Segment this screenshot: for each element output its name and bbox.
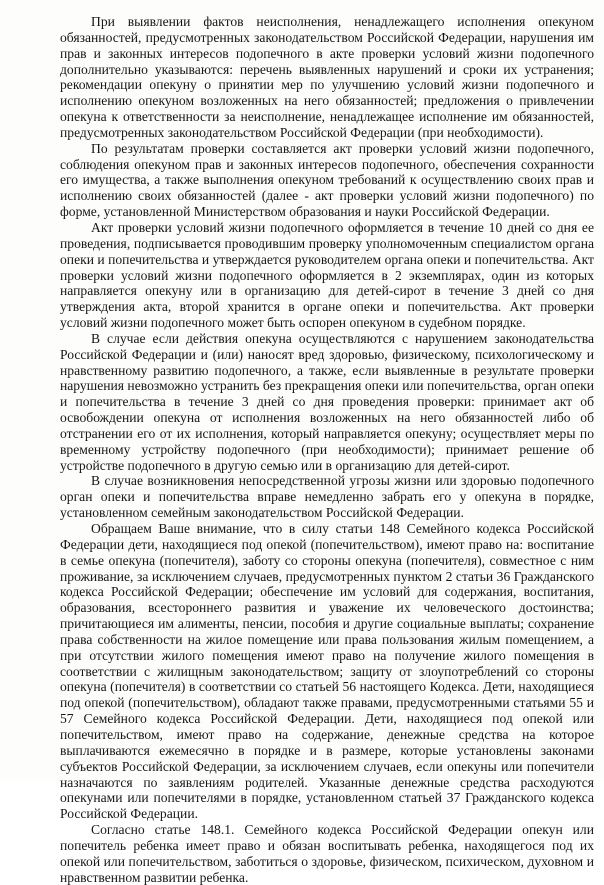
paragraph-guardian-violations: В случае если действия опекуна осуществляются с нарушением законодательства Российской Федерации и (или) наносят вред здоровью, физическому, психологическому и нравственному развитию подопечного, а также, если выявленные в результате проверки нарушения невозможно устранить без прекращения опеки или попечительства, орган опеки и попечительства в течение 3 дней со дня проведения проверки: принимает акт об освобождении опекуна от исполнения возложенных на него обязанностей либо об отстранении его от их исполнения, который направляется опекуну; осуществляет меры по временному устройству подопечного (при необходимости); принимает решение об устройстве подопечного в другую семью или в организацию для детей-сирот.: [60, 330, 594, 473]
paragraph-article-148-1: Согласно статье 148.1. Семейного кодекса Российской Федерации опекун или попечитель ребенка имеет право и обязан воспитывать ребенка, находящегося под их опекой или попечительством, заботиться о здоровье, физическом, психическом, духовном и нравственном развитии ребенка.: [60, 822, 594, 885]
paragraph-rights-of-children: Обращаем Ваше внимание, что в силу статьи 148 Семейного кодекса Российской Федерации дети, находящиеся под опекой (попечительством), имеют право на: воспитание в семье опекуна (попечителя), заботу со стороны опекуна (попечителя), совместное с ним проживание, за исключением случаев, предусмотренных пунктом 2 статьи 36 Гражданского кодекса Российской Федерации; обеспечение им условий для содержания, воспитания, образования, всестороннего развития и уважение их человеческого достоинства; причитающиеся им алименты, пенсии, пособия и другие социальные выплаты; сохранение права собственности на жилое помещение или права пользования жилым помещением, а при отсутствии жилого помещения имеют право на получение жилого помещения в соответствии с жилищным законодательством; защиту от злоупотреблений со стороны опекуна (попечителя) в соответствии со статьей 56 настоящего Кодекса. Дети, находящиеся под опекой (попечительством), обладают также правами, предусмотренными статьями 55 и 57 Семейного кодекса Российской Федерации. Дети, находящиеся под опекой или попечительством, имеют право на содержание, денежные средства на которое выплачиваются ежемесячно в порядке и в размере, которые установлены законами субъектов Российской Федерации, за исключением случаев, если опекуны или попечители назначаются по заявлениям родителей. Указанные денежные средства расходуются опекунами или попечителями в порядке, установленном статьей 37 Гражданского кодекса Российской Федерации.: [60, 521, 594, 822]
paragraph-act-processing: Акт проверки условий жизни подопечного оформляется в течение 10 дней со дня ее проведения, подписывается проводившим проверку уполномоченным специалистом органа опеки и попечительства и утверждается руководителем органа опеки и попечительства. Акт проверки условий жизни подопечного оформляется в 2 экземплярах, один из которых направляется опекуну или в организацию для детей-сирот в течение 3 дней со дня утверждения акта, второй хранится в органе опеки и попечительства. Акт проверки условий жизни подопечного может быть оспорен опекуном в судебном порядке.: [60, 219, 594, 331]
paragraph-violations-in-act: При выявлении фактов неисполнения, ненадлежащего исполнения опекуном обязанностей, предусмотренных законодательством Российской Федерации, нарушения им прав и законных интересов подопечного в акте проверки условий жизни подопечного дополнительно указываются: перечень выявленных нарушений и сроки их устранения; рекомендации опекуну о принятии мер по улучшению условий жизни подопечного и исполнению опекуном возложенных на него обязанностей; предложения о привлечении опекуна к ответственности за неисполнение, ненадлежащее исполнение им обязанностей, предусмотренных законодательством Российской Федерации (при необходимости).: [60, 14, 594, 140]
paragraph-inspection-act: По результатам проверки составляется акт проверки условий жизни подопечного, соблюдения опекуном прав и законных интересов подопечного, обеспечения сохранности его имущества, а также выполнения опекуном требований к осуществлению своих прав и исполнению своих обязанностей (далее - акт проверки условий жизни подопечного) по форме, установленной Министерством образования и науки Российской Федерации.: [60, 140, 594, 220]
paragraph-immediate-threat: В случае возникновения непосредственной угрозы жизни или здоровью подопечного орган опеки и попечительства вправе немедленно забрать его у опекуна в порядке, установленном семейным законодательством Российской Федерации.: [60, 473, 594, 521]
document-body: [60, 14, 594, 885]
